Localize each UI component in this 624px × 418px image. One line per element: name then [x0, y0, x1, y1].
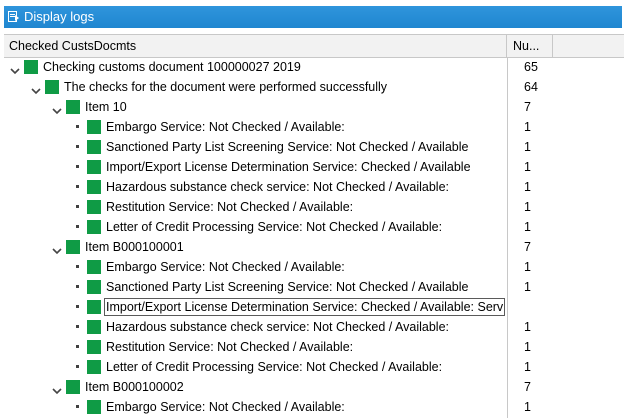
tree-cell — [4, 137, 508, 157]
tree-row[interactable] — [4, 97, 624, 117]
chevron-down-icon[interactable] — [31, 82, 41, 92]
tree-cell — [4, 337, 508, 357]
tree-row-number: 1 — [524, 200, 531, 214]
tree-row-label: Hazardous substance check service: Not Checked / Available: — [106, 180, 450, 194]
tree-row-number: 1 — [524, 260, 531, 274]
tree-cell — [4, 317, 508, 337]
tree-row-label: Restitution Service: Not Checked / Available: — [106, 340, 354, 354]
bullet-icon — [76, 145, 79, 148]
tree-row-label: Import/Export License Determination Service: Checked / Available — [106, 160, 471, 174]
green-status-icon — [87, 260, 101, 274]
tree-row-label: Letter of Credit Processing Service: Not Checked / Available: — [106, 360, 443, 374]
tree-row-number: 1 — [524, 120, 531, 134]
tree-row-number: 1 — [524, 220, 531, 234]
bullet-icon — [76, 205, 79, 208]
tree-cell — [4, 397, 508, 417]
chevron-down-icon[interactable] — [52, 382, 62, 392]
bullet-icon — [76, 125, 79, 128]
bullet-icon — [76, 325, 79, 328]
green-status-icon — [87, 340, 101, 354]
column-header-checked-docs[interactable]: Checked CustsDocmts — [4, 35, 507, 57]
tree-row[interactable] — [4, 137, 624, 157]
bullet-icon — [76, 265, 79, 268]
green-status-icon — [66, 240, 80, 254]
tree-row-number: 1 — [524, 400, 531, 414]
green-status-icon — [87, 300, 101, 314]
tree-row-label: Embargo Service: Not Checked / Available: — [106, 260, 345, 274]
tree-row-number: 1 — [524, 160, 531, 174]
tree-row-number: 7 — [524, 240, 531, 254]
tree-row-label: The checks for the document were performed successfully — [64, 80, 388, 94]
tree-row-label: Sanctioned Party List Screening Service: Not Checked / Available — [106, 280, 469, 294]
tree-cell — [4, 277, 508, 297]
tree-row[interactable] — [4, 177, 624, 197]
green-status-icon — [87, 320, 101, 334]
tree-row-label: Item 10 — [85, 100, 127, 114]
display-logs-icon — [8, 11, 20, 22]
green-status-icon — [87, 120, 101, 134]
green-status-icon — [87, 360, 101, 374]
tree-cell — [4, 357, 508, 377]
tree-cell — [4, 157, 508, 177]
tree-row[interactable] — [4, 197, 624, 217]
tree-row-label: Restitution Service: Not Checked / Available: — [106, 200, 354, 214]
tree-row[interactable] — [4, 57, 624, 77]
tree-row[interactable] — [4, 237, 624, 257]
tree-row[interactable] — [4, 77, 624, 97]
tree-cell — [4, 197, 508, 217]
tree-row-label: Embargo Service: Not Checked / Available: — [106, 400, 345, 414]
bullet-icon — [76, 305, 79, 308]
tree-row-number: 1 — [524, 180, 531, 194]
tree-row-label: Hazardous substance check service: Not Checked / Available: — [106, 320, 450, 334]
green-status-icon — [87, 200, 101, 214]
tree-row[interactable] — [4, 277, 624, 297]
tree-row-label: Checking customs document 100000027 2019 — [43, 60, 301, 74]
display-logs-label: Display logs — [24, 9, 95, 24]
tree-row-number: 7 — [524, 100, 531, 114]
tree-row-label: Sanctioned Party List Screening Service: Not Checked / Available — [106, 140, 469, 154]
bullet-icon — [76, 345, 79, 348]
green-status-icon — [87, 180, 101, 194]
tree-row[interactable] — [4, 157, 624, 177]
tree-row-label: Item B000100001 — [85, 240, 184, 254]
tree-row-number — [524, 297, 564, 317]
tree-row[interactable] — [4, 317, 624, 337]
tree-row[interactable] — [4, 117, 624, 137]
column-header — [4, 35, 624, 58]
green-status-icon — [45, 80, 59, 94]
green-status-icon — [87, 140, 101, 154]
tree-row-number: 1 — [524, 140, 531, 154]
tree-cell — [4, 117, 508, 137]
chevron-down-icon[interactable] — [10, 62, 20, 72]
bullet-icon — [76, 285, 79, 288]
tree-row[interactable] — [4, 357, 624, 377]
green-status-icon — [24, 60, 38, 74]
tree-cell — [4, 177, 508, 197]
tree-cell — [4, 257, 508, 277]
tree-row-number: 65 — [524, 60, 538, 74]
green-status-icon — [66, 380, 80, 394]
green-status-icon — [66, 100, 80, 114]
green-status-icon — [87, 400, 101, 414]
tree-row[interactable] — [4, 257, 624, 277]
tree-cell — [4, 237, 508, 257]
tree-cell — [4, 217, 508, 237]
tree-row-number: 1 — [524, 320, 531, 334]
display-logs-button[interactable] — [4, 6, 622, 28]
tree-row[interactable] — [4, 297, 624, 317]
tree-row[interactable] — [4, 397, 624, 417]
bullet-icon — [76, 225, 79, 228]
tree-row-number: 7 — [524, 380, 531, 394]
tree-row[interactable] — [4, 217, 624, 237]
green-status-icon — [87, 280, 101, 294]
tree-row-label: Embargo Service: Not Checked / Available: — [106, 120, 345, 134]
tree-cell — [4, 77, 508, 97]
tree-row-label: Import/Export License Determination Service: Checked / Available: Serv — [106, 300, 504, 314]
tree-row-number: 64 — [524, 80, 538, 94]
tree-row-number: 1 — [524, 360, 531, 374]
chevron-down-icon[interactable] — [52, 102, 62, 112]
log-tree[interactable] — [4, 34, 624, 418]
bullet-icon — [76, 405, 79, 408]
tree-cell — [4, 57, 508, 77]
bullet-icon — [76, 165, 79, 168]
chevron-down-icon[interactable] — [52, 242, 62, 252]
green-status-icon — [87, 220, 101, 234]
tree-row-label: Letter of Credit Processing Service: Not Checked / Available: — [106, 220, 443, 234]
tree-row[interactable] — [4, 377, 624, 397]
tree-cell — [4, 97, 508, 117]
tree-cell — [4, 377, 508, 397]
tree-cell — [4, 297, 508, 317]
tree-row-label: Item B000100002 — [85, 380, 184, 394]
tree-row-number: 1 — [524, 340, 531, 354]
toolbar — [0, 0, 624, 34]
tree-row[interactable] — [4, 337, 624, 357]
green-status-icon — [87, 160, 101, 174]
column-header-number[interactable]: Nu... — [508, 35, 553, 57]
tree-row-number: 1 — [524, 280, 531, 294]
bullet-icon — [76, 365, 79, 368]
bullet-icon — [76, 185, 79, 188]
